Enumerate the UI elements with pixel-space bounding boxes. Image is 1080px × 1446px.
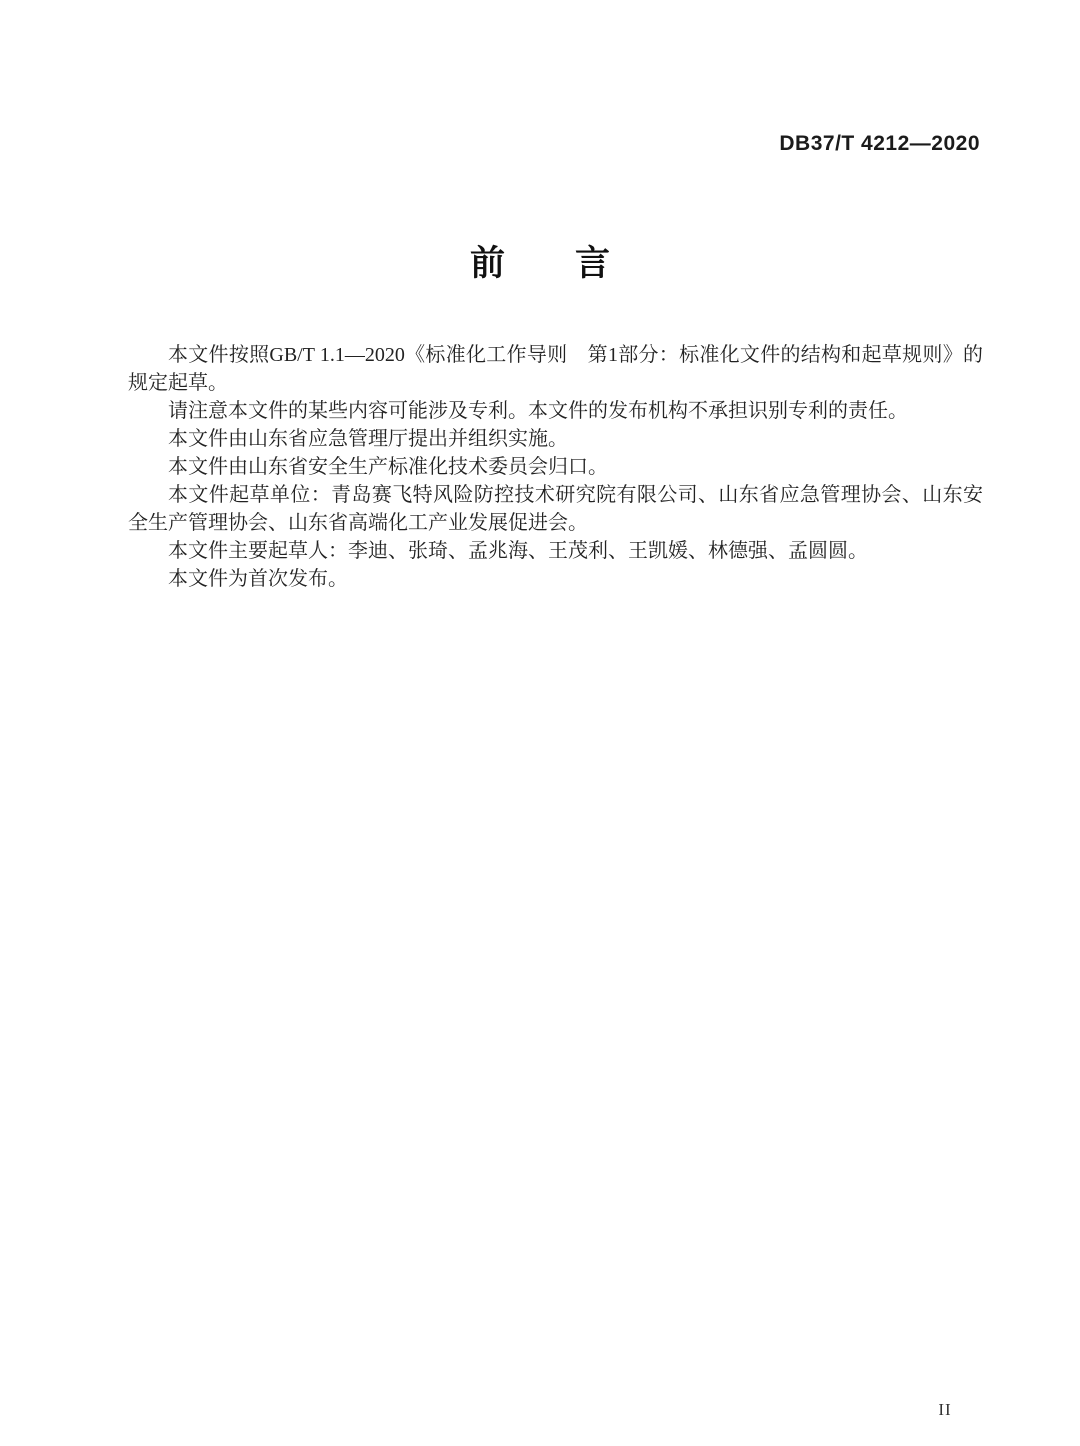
foreword-body	[128, 341, 983, 593]
foreword-paragraph: 本文件由山东省应急管理厅提出并组织实施。	[168, 428, 568, 450]
foreword-paragraph: 本文件起草单位：青岛赛飞特风险防控技术研究院有限公司、山东省应急管理协会、山东安全生产管理协会、山东省高端化工产业发展促进会。	[128, 484, 983, 534]
page-number-value: II	[938, 1400, 952, 1419]
page-title: 前 言	[469, 244, 610, 283]
foreword-paragraph: 本文件按照GB/T 1.1—2020《标准化工作导则 第1部分：标准化文件的结构和起草规则》的规定起草。	[128, 344, 983, 394]
foreword-paragraph: 本文件主要起草人：李迪、张琦、孟兆海、王茂利、王凯媛、林德强、孟圆圆。	[168, 540, 868, 562]
foreword-paragraph: 本文件由山东省安全生产标准化技术委员会归口。	[168, 456, 608, 478]
standard-doc-code: DB37/T 4212—2020	[779, 132, 980, 155]
foreword-paragraph: 本文件为首次发布。	[168, 568, 348, 590]
foreword-paragraph: 请注意本文件的某些内容可能涉及专利。本文件的发布机构不承担识别专利的责任。	[168, 400, 908, 422]
page-number	[405, 1400, 1080, 1420]
